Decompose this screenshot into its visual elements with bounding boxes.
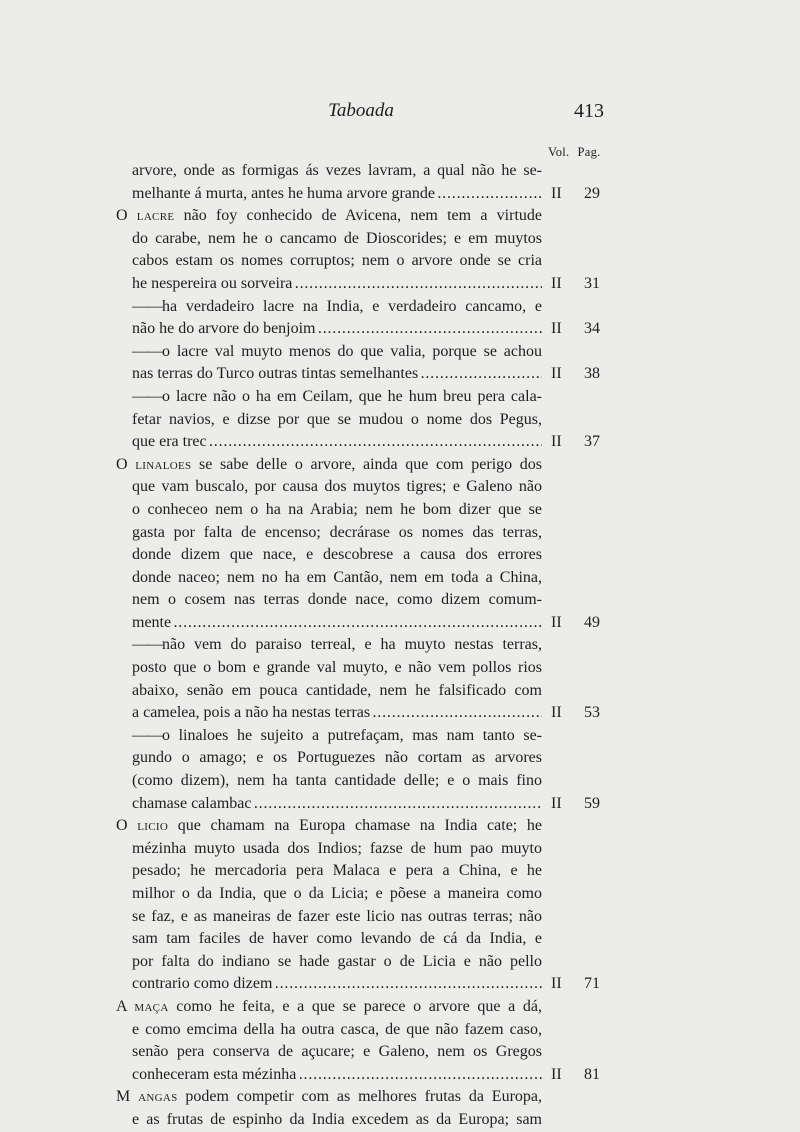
volume-ref: II [551, 613, 562, 631]
line-text [132, 431, 542, 454]
line-text [132, 1064, 542, 1087]
page-ref: 38 [584, 365, 600, 383]
line-text [132, 793, 542, 816]
entry-text: como he feita, e a que se parece o arvore que a dá, [176, 997, 543, 1015]
line-text [132, 341, 542, 364]
index-line [0, 860, 800, 883]
entry-text: se faz, e as maneiras de fazer este licio nas outras terras; não [132, 907, 542, 925]
line-text [116, 996, 542, 1019]
index-line [0, 250, 800, 273]
index-line [0, 996, 800, 1019]
entry-term: linaloes [135, 455, 192, 473]
entry-text: mente [132, 613, 172, 631]
entry-text: he nespereira ou sorveira [132, 274, 293, 292]
index-line [0, 928, 800, 951]
entry-text: abaixo, senão em pouca cantidade, nem he falsificado com [132, 681, 542, 699]
line-text [132, 250, 542, 273]
entry-text: a camelea, pois a não ha nestas terras [132, 704, 371, 722]
page-ref: 49 [584, 613, 600, 631]
volume-ref: II [551, 975, 562, 993]
index-line [0, 273, 800, 296]
line-text [132, 883, 542, 906]
entry-text: que vam buscalo, por causa dos muytos tigres; e Galeno não [132, 478, 542, 496]
entry-text: do carabe, nem he o cancamo de Dioscorides; e em muytos [132, 229, 542, 247]
dot-leader-text [132, 183, 542, 206]
entry-text: conheceram esta mézinha [132, 1065, 297, 1083]
line-text [132, 363, 542, 386]
entry-initial: A [116, 997, 135, 1015]
entry-text: ha verdadeiro lacre na India, e verdadeiro cancamo, e [162, 297, 542, 315]
ditto-dash: —— [132, 387, 162, 405]
volume-ref: II [551, 704, 562, 722]
volume-ref: II [551, 433, 562, 451]
index-line [0, 1019, 800, 1042]
index-line [0, 1041, 800, 1064]
entry-text: chamase calambac [132, 794, 252, 812]
entry-text: arvore, onde as formigas ás vezes lavram, a qual não he se- [132, 162, 542, 179]
entry-text: o linaloes he sujeito a putrefaçam, mas nam tanto se- [162, 726, 542, 744]
index-line [0, 567, 800, 590]
line-text [132, 680, 542, 703]
line-text [132, 499, 542, 522]
index-line [0, 747, 800, 770]
entry-text: e as frutas de espinho da India excedem as da Europa; sam [132, 1110, 542, 1128]
page-ref: 34 [584, 320, 600, 338]
index-line [0, 522, 800, 545]
entry-text: o conheceo nem o ha na Arabia; nem he bom dizer que se [132, 500, 542, 518]
index-line [0, 183, 800, 206]
index-line [0, 951, 800, 974]
dot-leader-text [132, 793, 542, 816]
line-text [132, 228, 542, 251]
entry-text: milhor o da India, que o da Licia; e põese a maneira como [132, 885, 542, 902]
dot-leader-text [132, 1064, 542, 1087]
index-line [0, 205, 800, 228]
line-text [132, 838, 542, 861]
index-line [0, 793, 800, 816]
line-text [132, 1019, 542, 1042]
entry-text: por falta do indiano se hade gastar o de Licia e não pello [132, 952, 542, 970]
index-line [0, 612, 800, 635]
entry-term: licio [137, 817, 169, 835]
entry-text: se sabe delle o arvore, ainda que com perigo dos [199, 455, 543, 473]
dot-leader-text [132, 318, 542, 341]
volume-ref: II [551, 794, 562, 812]
index-line [0, 363, 800, 386]
ditto-dash: —— [132, 297, 162, 315]
entry-initial: O [116, 207, 137, 225]
index-line [0, 386, 800, 409]
volume-ref: II [551, 1065, 562, 1083]
entry-text: contrario como dizem [132, 975, 273, 993]
line-text [132, 657, 542, 680]
running-title: Taboada [328, 100, 394, 121]
line-text [132, 612, 542, 635]
volume-ref: II [551, 274, 562, 292]
line-text [132, 1041, 542, 1064]
line-text [116, 205, 542, 228]
page-ref: 59 [584, 794, 600, 812]
line-text [132, 386, 542, 409]
entry-text: não vem do paraiso terreal, e ha muyto nestas terras, [162, 636, 542, 654]
entry-term: angas [138, 1088, 178, 1106]
line-text [132, 589, 542, 612]
page-ref: 37 [584, 433, 600, 451]
index-line [0, 589, 800, 612]
entry-text: gundo o amago; e os Portuguezes não cortam as arvores [132, 749, 542, 767]
entry-text: fetar navios, e dizse por que se mudou o nome dos Pegus, [132, 410, 542, 428]
index-line [0, 431, 800, 454]
index-line [0, 725, 800, 748]
entry-text: donde dizem que nace, e descobrese a causa dos errores [132, 546, 542, 564]
dot-leader-text [132, 973, 542, 996]
line-text [132, 906, 542, 929]
entry-text: donde naceo; nem no ha em Cantão, nem em toda a China, [132, 568, 542, 586]
entry-initial: M [116, 1088, 139, 1106]
index-line [0, 476, 800, 499]
column-header [548, 145, 601, 160]
volume-ref: II [551, 184, 562, 202]
entry-text: gasta por falta de encenso; decrárase os nomes das terras, [132, 523, 542, 541]
line-text [132, 160, 542, 183]
line-text [116, 1086, 542, 1109]
vol-column-label: Vol. [548, 145, 570, 159]
line-text [132, 476, 542, 499]
ditto-dash: —— [132, 726, 162, 744]
line-text [132, 928, 542, 951]
ditto-dash: —— [132, 636, 162, 654]
index-line [0, 883, 800, 906]
entry-term: maça [134, 997, 169, 1015]
dot-leader-text [132, 702, 542, 725]
index-line [0, 341, 800, 364]
entry-text: melhante á murta, antes he huma arvore grande [132, 184, 435, 202]
page-ref: 71 [584, 975, 600, 993]
entry-text: cabos estam os nomes corruptos; nem o arvore onde se cria [132, 252, 542, 270]
dot-leader-text [132, 431, 542, 454]
line-text [132, 973, 542, 996]
line-text [132, 725, 542, 748]
entry-text: que era trec [132, 433, 207, 451]
entry-term: lacre [136, 207, 175, 225]
page-number: 413 [574, 100, 604, 122]
page-ref: 81 [584, 1065, 600, 1083]
line-text [132, 273, 542, 296]
index-line [0, 318, 800, 341]
line-text [132, 296, 542, 319]
ditto-dash: —— [132, 342, 162, 360]
index-line [0, 228, 800, 251]
line-text [132, 634, 542, 657]
index-line [0, 409, 800, 432]
line-text [132, 770, 542, 793]
line-text [116, 454, 542, 477]
line-text [132, 183, 542, 206]
entry-text: o lacre val muyto menos do que valia, porque se achou [162, 342, 542, 360]
dot-leader-text [132, 273, 542, 296]
page-ref: 53 [584, 704, 600, 722]
entry-text: nem o cosem nas terras donde nace, como dizem comum- [132, 591, 542, 609]
entry-text: não foy conhecido de Avicena, nem tem a virtude [183, 207, 542, 225]
page-ref: 29 [584, 184, 600, 202]
index-line [0, 770, 800, 793]
volume-ref: II [551, 365, 562, 383]
index-line [0, 1064, 800, 1087]
entry-text: o lacre não o ha em Ceilam, que he hum breu pera cala- [162, 387, 542, 405]
index-line [0, 702, 800, 725]
entry-text: pesado; he mercadoria pera Malaca e pera a China, e he [132, 862, 542, 880]
index-line [0, 1109, 800, 1132]
entry-initial: O [116, 817, 138, 835]
dot-leader-text [132, 612, 542, 635]
index-line [0, 296, 800, 319]
dot-leader-text [132, 363, 542, 386]
line-text [116, 815, 542, 838]
entry-initial: O [116, 455, 136, 473]
entry-text: e como emcima della ha outra casca, de que não fazem caso, [132, 1020, 542, 1038]
entry-text: não he do arvore do benjoim [132, 320, 316, 338]
index-line [0, 634, 800, 657]
index-line [0, 454, 800, 477]
index-entries [0, 160, 800, 1132]
index-line [0, 973, 800, 996]
line-text [132, 747, 542, 770]
line-text [132, 1109, 542, 1132]
line-text [132, 702, 542, 725]
line-text [132, 951, 542, 974]
entry-text: que chamam na Europa chamase na India cate; he [177, 817, 543, 835]
line-text [132, 318, 542, 341]
entry-text: posto que o bom e grande val muyto, e não vem pollos rios [132, 659, 542, 677]
index-line [0, 544, 800, 567]
index-line [0, 1086, 800, 1109]
page-ref: 31 [584, 274, 600, 292]
entry-text: podem competir com as melhores frutas da Europa, [185, 1088, 543, 1106]
index-line [0, 680, 800, 703]
line-text [132, 522, 542, 545]
line-text [132, 544, 542, 567]
entry-text: nas terras do Turco outras tintas semelhantes [132, 365, 419, 383]
index-line [0, 657, 800, 680]
index-line [0, 160, 800, 183]
line-text [132, 860, 542, 883]
entry-text: mézinha muyto usada dos Indios; fazse de hum pao muyto [132, 839, 542, 857]
volume-ref: II [551, 320, 562, 338]
line-text [132, 567, 542, 590]
index-line [0, 499, 800, 522]
index-line [0, 906, 800, 929]
entry-text: (como dizem), nem ha tanta cantidade delle; e o mais fino [132, 772, 542, 790]
index-line [0, 815, 800, 838]
pag-column-label: Pag. [577, 145, 601, 159]
line-text [132, 409, 542, 432]
index-line [0, 838, 800, 861]
entry-text: sam tam faciles de haver como levando de cá da India, e [132, 930, 542, 948]
entry-text: senão pera conserva de açucare; e Galeno, nem os Gregos [132, 1043, 542, 1061]
